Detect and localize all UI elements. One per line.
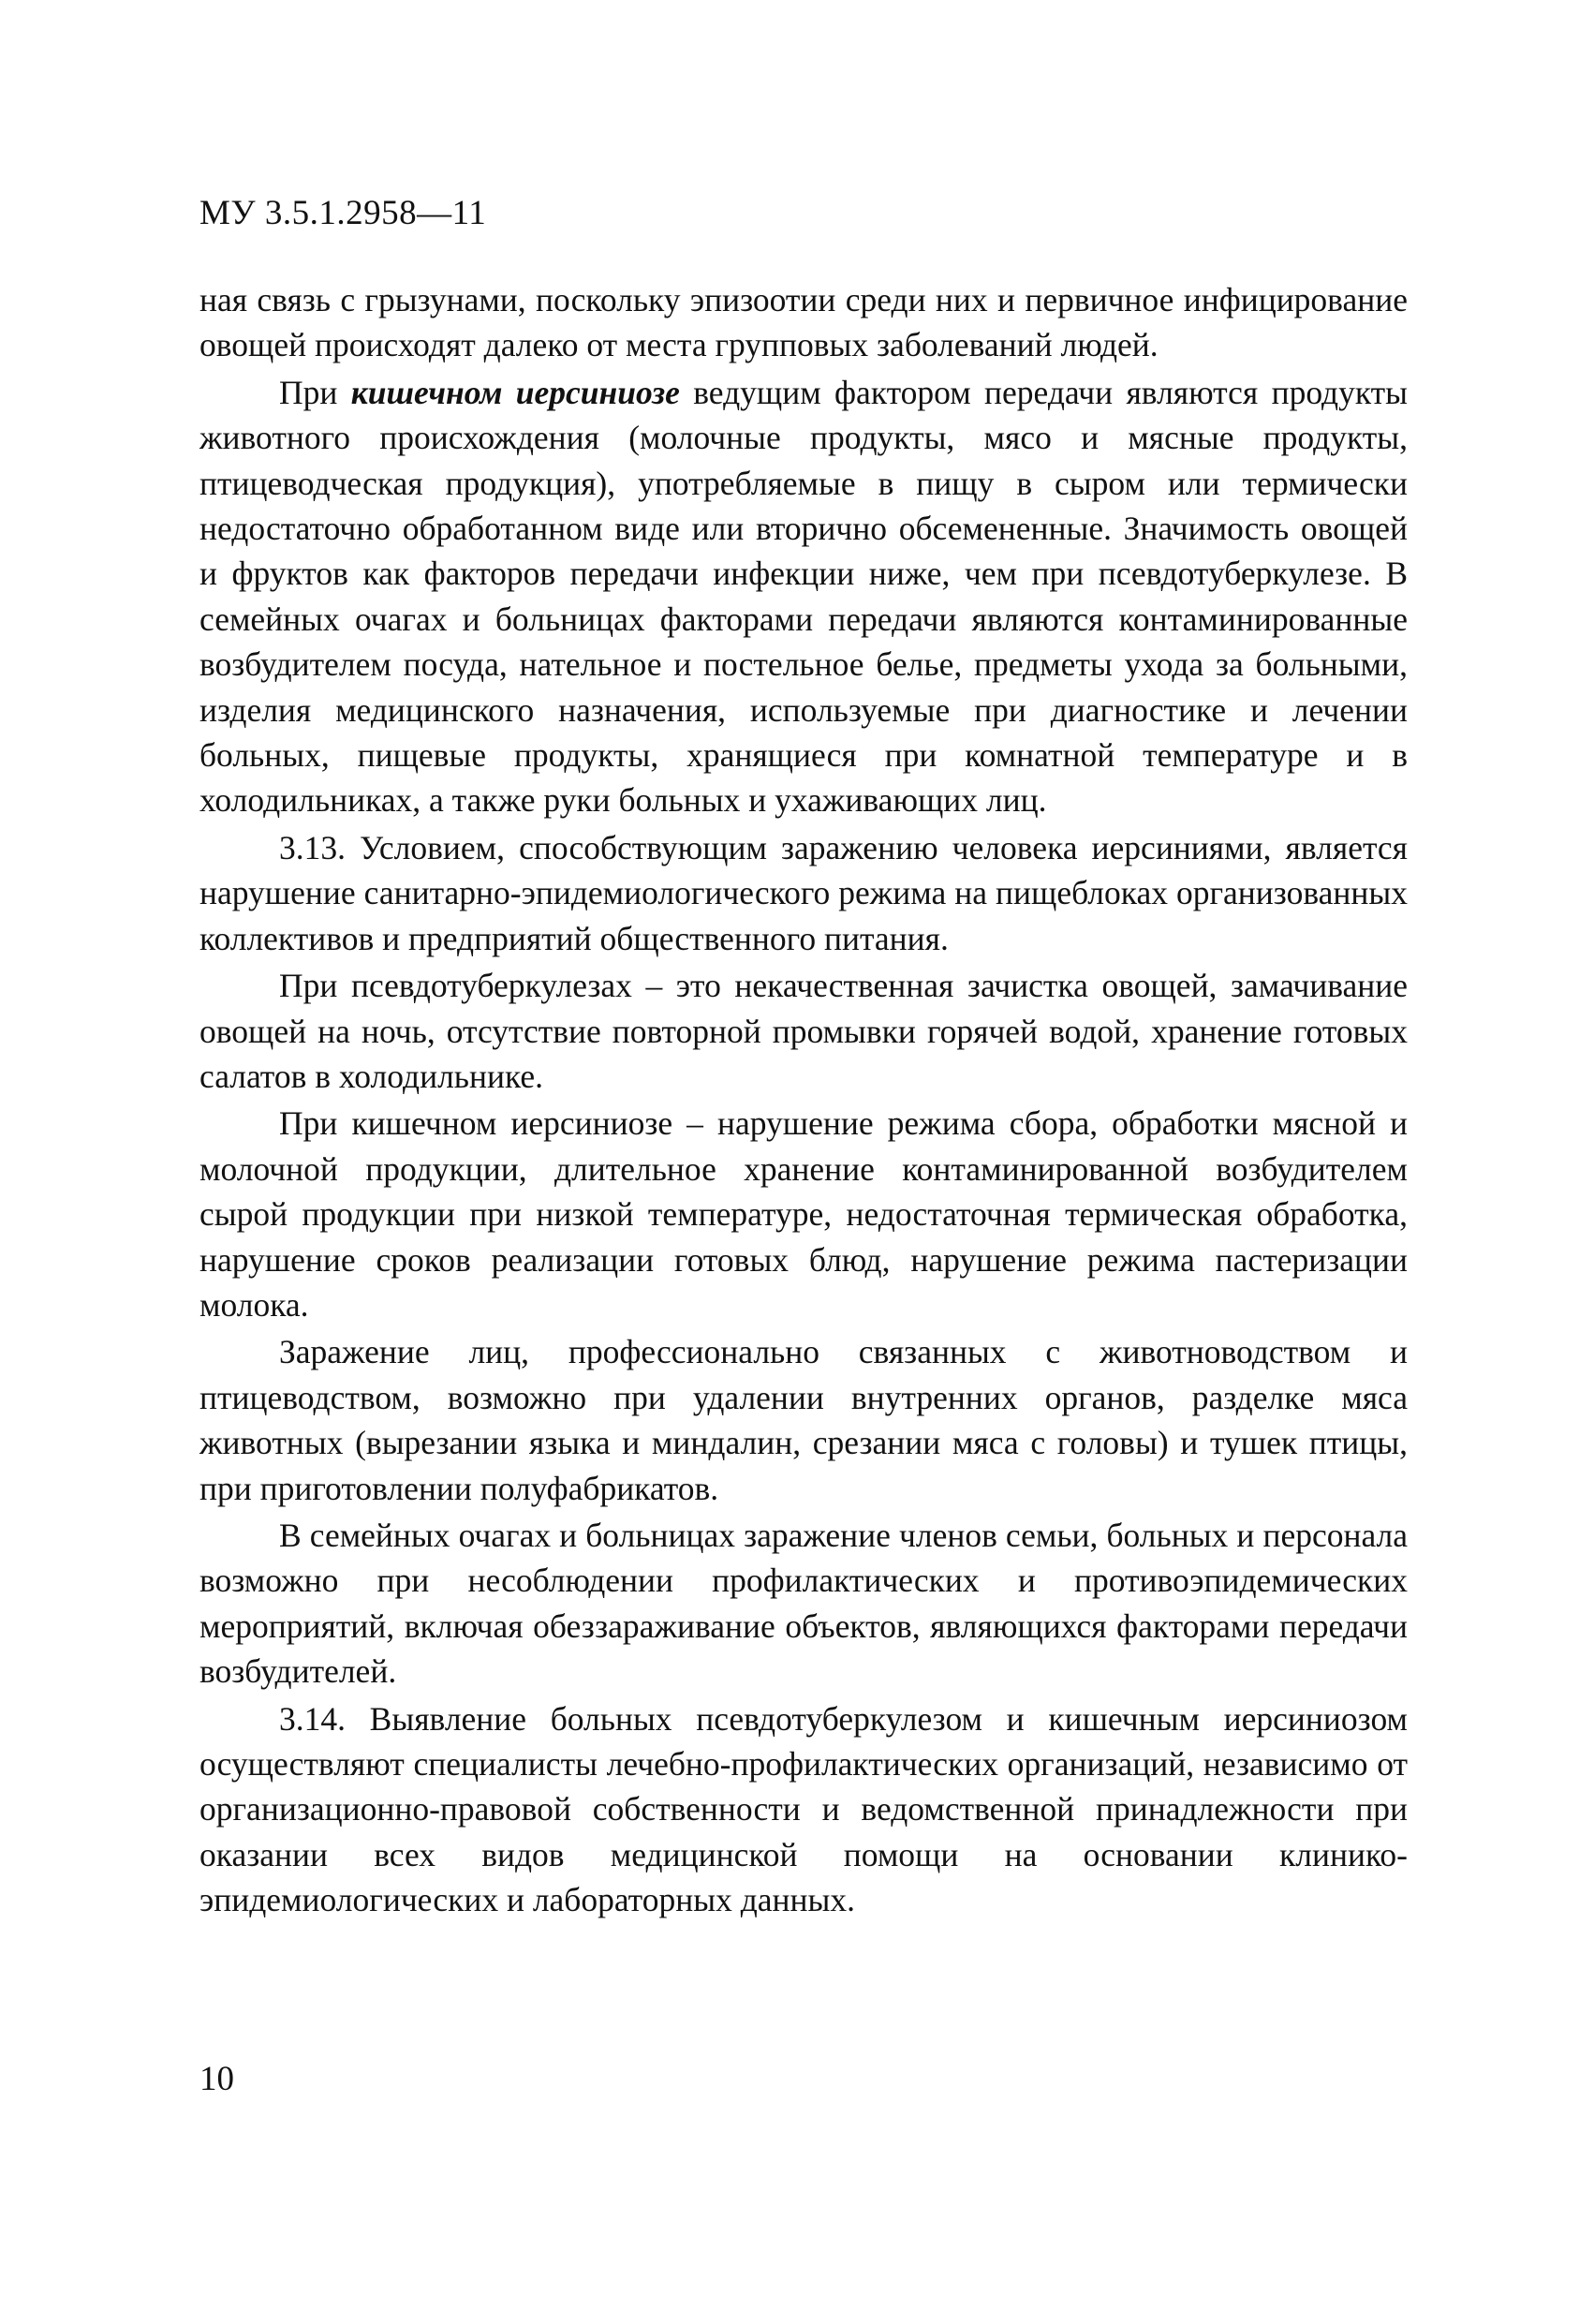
paragraph-continuation: ная связь с грызунами, поскольку эпизоотии среди них и первичное инфицирование овощей происходят далеко от места групповых заболеваний людей. [199,281,1408,364]
paragraph-section-3-13: 3.13. Условием, способствующим заражению человека иерсиниями, является нарушение санитарно-эпидемиологического режима на пищеблоках организованных коллективов и предприятий общественного питания. [199,828,1408,957]
document-body [199,277,1408,1923]
paragraph-lead-text: При [279,373,351,411]
emphasized-term: кишечном иерсиниозе [350,373,680,411]
paragraph-intestinal-violations: При кишечном иерсиниозе – нарушение режима сбора, обработки мясной и молочной продукции, длительное хранение контаминированной возбудителем сырой продукции при низкой температуре, недостаточная термическая обработка, нарушение сроков реализации готовых блюд, нарушение режима пастеризации молока. [199,1104,1408,1324]
paragraph-section-3-14: 3.14. Выявление больных псевдотуберкулезом и кишечным иерсиниозом осуществляют специалисты лечебно-профилактических организаций, независимо от организационно-правовой собственности и ведомственной принадлежности при оказании всех видов медицинской помощи на основании клинико-эпидемиологических и лабораторных данных. [199,1699,1408,1919]
paragraph-occupational-infection: Заражение лиц, профессионально связанных с животноводством и птицеводством, возможно при удалении внутренних органов, разделке мяса животных (вырезании языка и миндалин, срезании мяса с головы) и тушек птицы, при приготовлении полуфабрикатов. [199,1333,1408,1507]
page-number: 10 [199,2060,234,2098]
document-code-header: МУ 3.5.1.2958—11 [199,194,487,232]
paragraph-pseudotuberculosis: При псевдотуберкулезах – это некачественная зачистка овощей, замачивание овощей на ночь, отсутствие повторной промывки горячей водой, хранение готовых салатов в холодильнике. [199,967,1408,1095]
paragraph-family-hospital: В семейных очагах и больницах заражение членов семьи, больных и персонала возможно при несоблюдении профилактических и противоэпидемических мероприятий, включая обеззараживание объектов, являющихся факторами передачи возбудителей. [199,1516,1408,1691]
paragraph-intestinal-yersiniosis [199,370,1408,823]
paragraph-body-text: ведущим фактором передачи являются продукты животного происхождения (молочные продукты, мясо и мясные продукты, птицеводческая продукция), употребляемые в пищу в сыром или термически недостаточно обработанном виде или вторично обсемененные. Значимость овощей и фруктов как факторов передачи инфекции ниже, чем при псевдотуберкулезе. В семейных очагах и больницах факторами передачи являются контаминированные возбудителем посуда, нательное и постельное белье, предметы ухода за больными, изделия медицинского назначения, используемые при диагностике и лечении больных, пищевые продукты, хранящиеся при комнатной температуре и в холодильниках, а также руки больных и ухаживающих лиц. [199,373,1408,820]
